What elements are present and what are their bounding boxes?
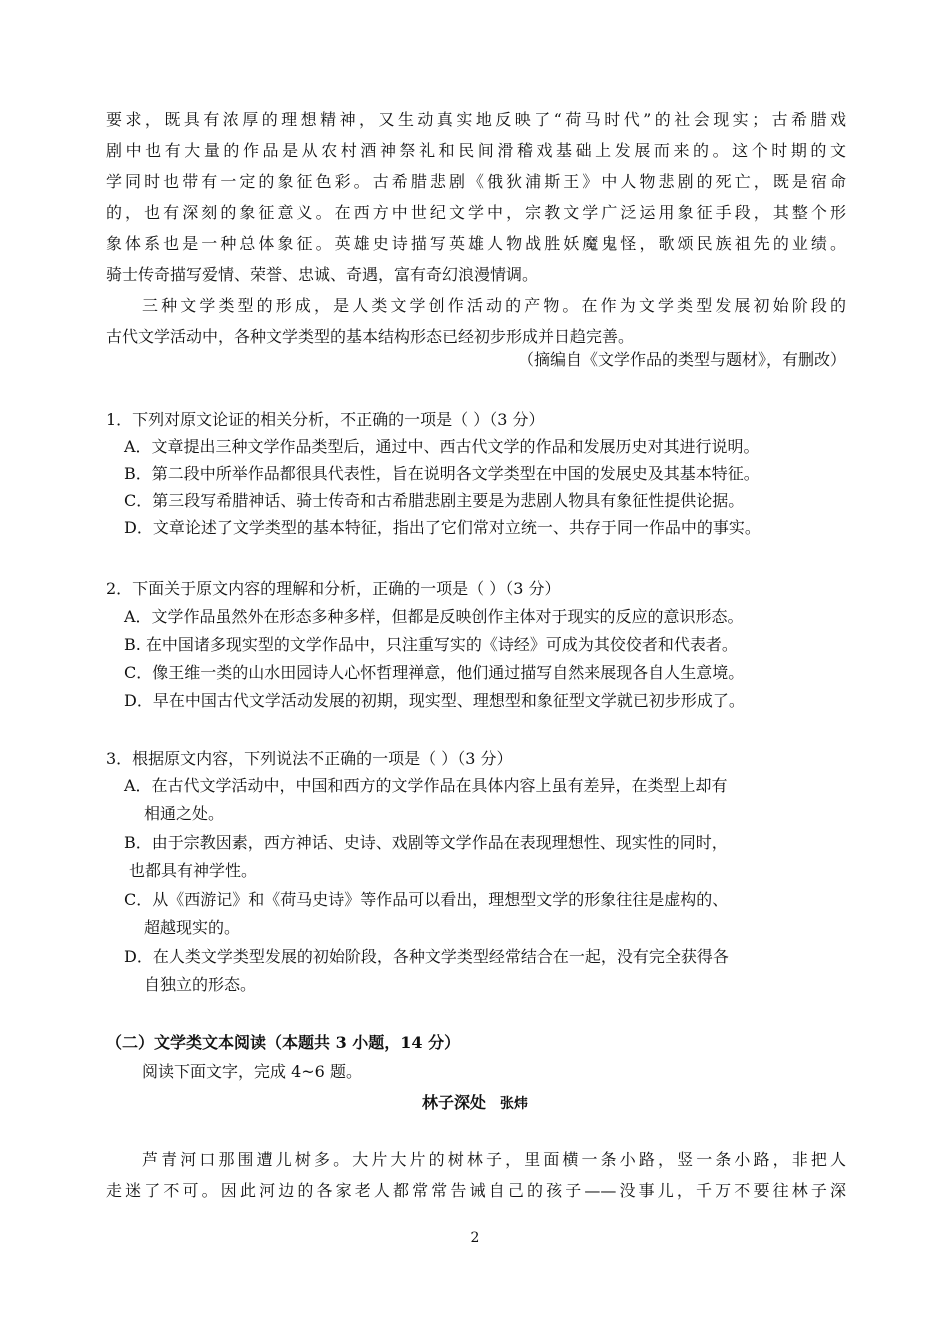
passage-line: 的，也有深刻的象征意义。在西方中世纪文学中，宗教文学广泛运用象征手段，其整个形 <box>106 203 846 222</box>
question-3-option-d-continued: 自独立的形态。 <box>144 975 257 994</box>
source-citation: （摘编自《文学作品的类型与题材》，有删改） <box>517 350 846 369</box>
question-2-option-a: A．文学作品虽然外在形态多种多样，但都是反映创作主体对于现实的反应的意识形态。 <box>124 607 744 626</box>
story-line: 芦青河口那围遭儿树多。大片大片的树林子，里面横一条小路，竖一条小路，非把人 <box>142 1150 846 1169</box>
page-number: 2 <box>470 1230 480 1246</box>
question-3-option-a: A．在古代文学活动中，中国和西方的文学作品在具体内容上虽有差异，在类型上却有 <box>124 776 728 795</box>
story-title-line <box>0 1091 950 1116</box>
question-2-option-d: D．早在中国古代文学活动发展的初期，现实型、理想型和象征型文学就已初步形成了。 <box>124 691 745 710</box>
question-1-option-c: C．第三段写希腊神话、骑士传奇和古希腊悲剧主要是为悲剧人物具有象征性提供论据。 <box>124 491 745 510</box>
paragraph-line: 三种文学类型的形成，是人类文学创作活动的产物。在作为文学类型发展初始阶段的 <box>142 296 846 315</box>
story-line: 走迷了不可。因此河边的各家老人都常常告诫自己的孩子——没事儿，千万不要往林子深 <box>106 1181 846 1200</box>
question-2-option-c: C．像王维一类的山水田园诗人心怀哲理禅意，他们通过描写自然来展现各自人生意境。 <box>124 663 745 682</box>
question-3-option-a-continued: 相通之处。 <box>144 804 225 823</box>
question-3-option-d: D．在人类文学类型发展的初始阶段，各种文学类型经常结合在一起，没有完全获得各 <box>124 947 729 966</box>
question-1-option-a: A．文章提出三种文学作品类型后，通过中、西古代文学的作品和发展历史对其进行说明。 <box>124 437 760 456</box>
story-title: 林子深处 <box>421 1093 486 1112</box>
passage-line: 剧中也有大量的作品是从农村酒神祭礼和民间滑稽戏基础上发展而来的。这个时期的文 <box>106 141 846 160</box>
passage-line: 骑士传奇描写爱情、荣誉、忠诚、奇遇，富有奇幻浪漫情调。 <box>106 265 539 284</box>
question-3-option-b: B．由于宗教因素，西方神话、史诗、戏剧等文学作品在表现理想性、现实性的同时， <box>124 833 728 852</box>
question-1-stem: 1．下列对原文论证的相关分析，不正确的一项是（ ）（3 分） <box>106 410 545 429</box>
question-1-option-b: B．第二段中所举作品都很具代表性，旨在说明各文学类型在中国的发展史及其基本特征。 <box>124 464 760 483</box>
passage-line: 象体系也是一种总体象征。英雄史诗描写英雄人物战胜妖魔鬼怪，歌颂民族祖先的业绩。 <box>106 234 846 253</box>
story-author: 张炜 <box>500 1096 528 1112</box>
question-1-option-d: D．文章论述了文学类型的基本特征，指出了它们常对立统一、共存于同一作品中的事实。 <box>124 518 761 537</box>
passage-line: 要求，既具有浓厚的理想精神，又生动真实地反映了“荷马时代”的社会现实；古希腊戏 <box>106 110 846 129</box>
section-heading: （二）文学类文本阅读（本题共 3 小题，14 分） <box>106 1033 461 1052</box>
question-2-option-b: B. 在中国诸多现实型的文学作品中，只注重写实的《诗经》可成为其佼佼者和代表者。 <box>124 635 738 654</box>
section-instruction: 阅读下面文字，完成 4~6 题。 <box>142 1062 362 1081</box>
passage-line: 学同时也带有一定的象征色彩。古希腊悲剧《俄狄浦斯王》中人物悲剧的死亡，既是宿命 <box>106 172 846 191</box>
question-3-option-b-continued: 也都具有神学性。 <box>129 861 258 880</box>
question-3-stem: 3．根据原文内容，下列说法不正确的一项是（ ）（3 分） <box>106 749 513 768</box>
paragraph-line: 古代文学活动中，各种文学类型的基本结构形态已经初步形成并日趋完善。 <box>106 327 635 346</box>
question-3-option-c: C．从《西游记》和《荷马史诗》等作品可以看出，理想型文学的形象往往是虚构的、 <box>124 890 729 909</box>
question-3-option-c-continued: 超越现实的。 <box>144 918 241 937</box>
question-2-stem: 2．下面关于原文内容的理解和分析，正确的一项是（ ）（3 分） <box>106 579 561 598</box>
